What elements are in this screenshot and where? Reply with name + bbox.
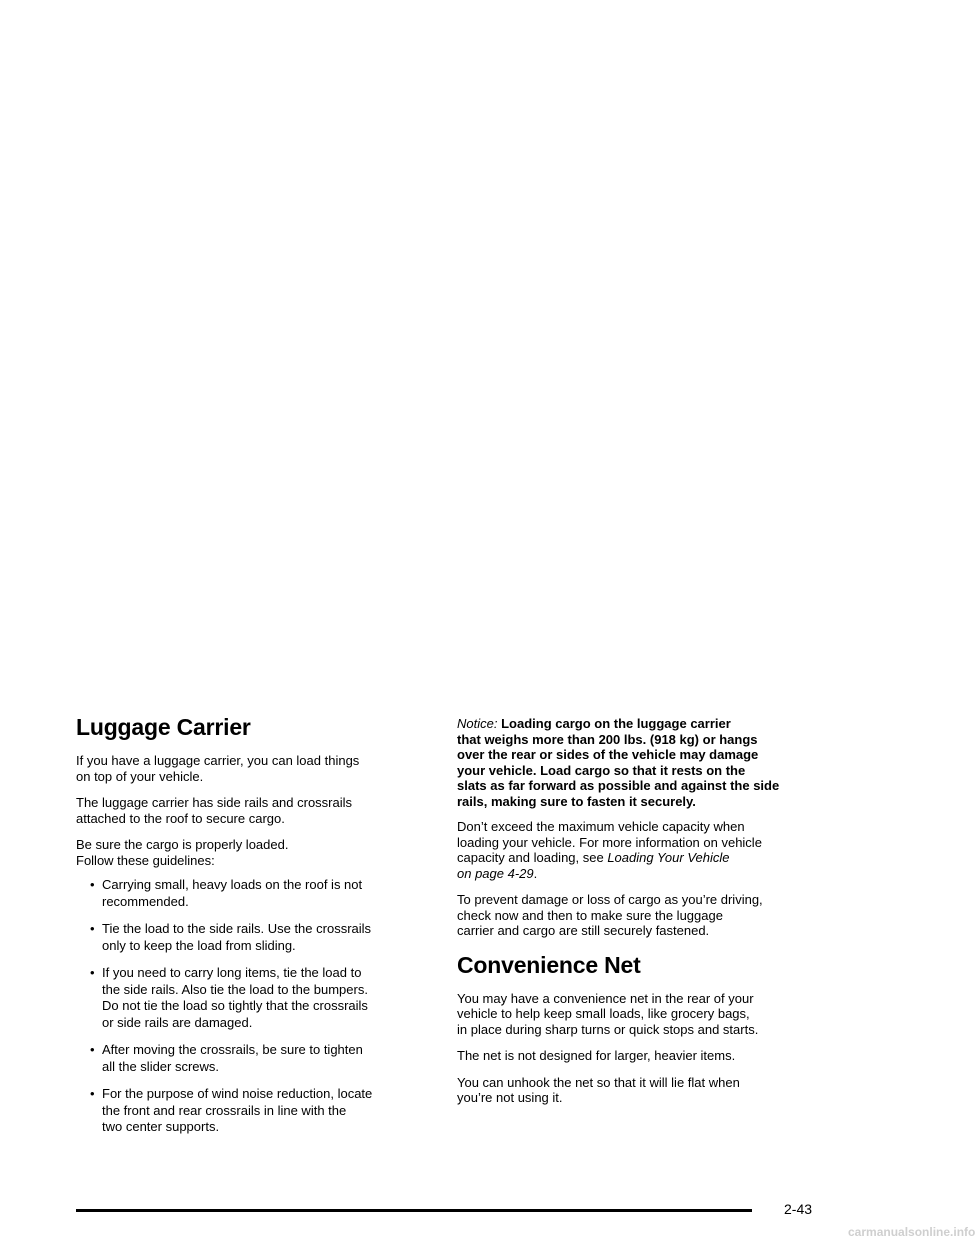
list-item-text: Carrying small, heavy loads on the roof is not recommended. [102,877,363,909]
guidelines-paragraph: Be sure the cargo is properly loaded. Follow these guidelines: [76,837,289,868]
net-intro-paragraph: You may have a convenience net in the rear of your vehicle to help keep small loads, like grocery bags, in place during sharp turns or quick stops and starts. [457,990,759,1037]
list-item-text: Tie the load to the side rails. Use the crossrails only to keep the load from sliding. [102,921,372,953]
net-limit-paragraph: The net is not designed for larger, heavier items. [457,1048,736,1063]
bullet-icon: • [90,1042,95,1057]
list-item-text: If you need to carry long items, tie the load to the side rails. Also tie the load to the bumpers. Do not tie the load so tightly that the crossrails or side rails are damaged. [102,965,368,1030]
notice-text: Loading cargo on the luggage carrier that weighs more than 200 lbs. (918 kg) or hangs over the rear or sides of the vehicle may damage your vehicle. Load cargo so that it rests on the slats as far forward as possible and against the side rails, making sure to fasten it securely. [457,716,780,809]
list-item [76,1042,408,1075]
damage-paragraph: To prevent damage or loss of cargo as you’re driving, check now and then to make sure the luggage carrier and cargo are still securely fastened. [457,892,763,938]
page-reference-link[interactable]: Loading Your Vehicle on page 4-29 [457,850,730,881]
footer-rule [76,1209,752,1212]
notice-label: Notice: [457,716,498,731]
capacity-period: . [533,865,538,881]
capacity-text: Don’t exceed the maximum vehicle capacity when loading your vehicle. For more information on vehicle capacity and loading, see [457,819,762,865]
rails-paragraph: The luggage carrier has side rails and crossrails attached to the roof to secure cargo. [76,795,353,826]
right-column [457,716,827,1117]
capacity-paragraph [457,819,827,881]
section-heading-convenience-net: Convenience Net [457,951,641,978]
list-item-text: After moving the crossrails, be sure to tighten all the slider screws. [102,1042,363,1074]
section-heading-luggage-carrier: Luggage Carrier [76,714,251,740]
list-item [76,921,408,954]
notice-box [457,716,827,809]
intro-paragraph: If you have a luggage carrier, you can load things on top of your vehicle. [76,753,360,784]
bullet-icon: • [90,965,95,980]
page-number: 2-43 [784,1201,813,1217]
list-item [76,965,408,1031]
list-item [76,877,408,910]
list-item-text: For the purpose of wind noise reduction, locate the front and rear crossrails in line with the two center supports. [102,1086,373,1134]
watermark: carmanualsonline.info [848,1225,975,1239]
bullet-icon: • [90,877,95,892]
bullet-icon: • [90,921,95,936]
net-unhook-paragraph: You can unhook the net so that it will lie flat when you’re not using it. [457,1074,740,1105]
left-column [76,712,408,1147]
bullet-icon: • [90,1086,95,1101]
guidelines-list [76,877,408,1136]
list-item [76,1086,408,1136]
